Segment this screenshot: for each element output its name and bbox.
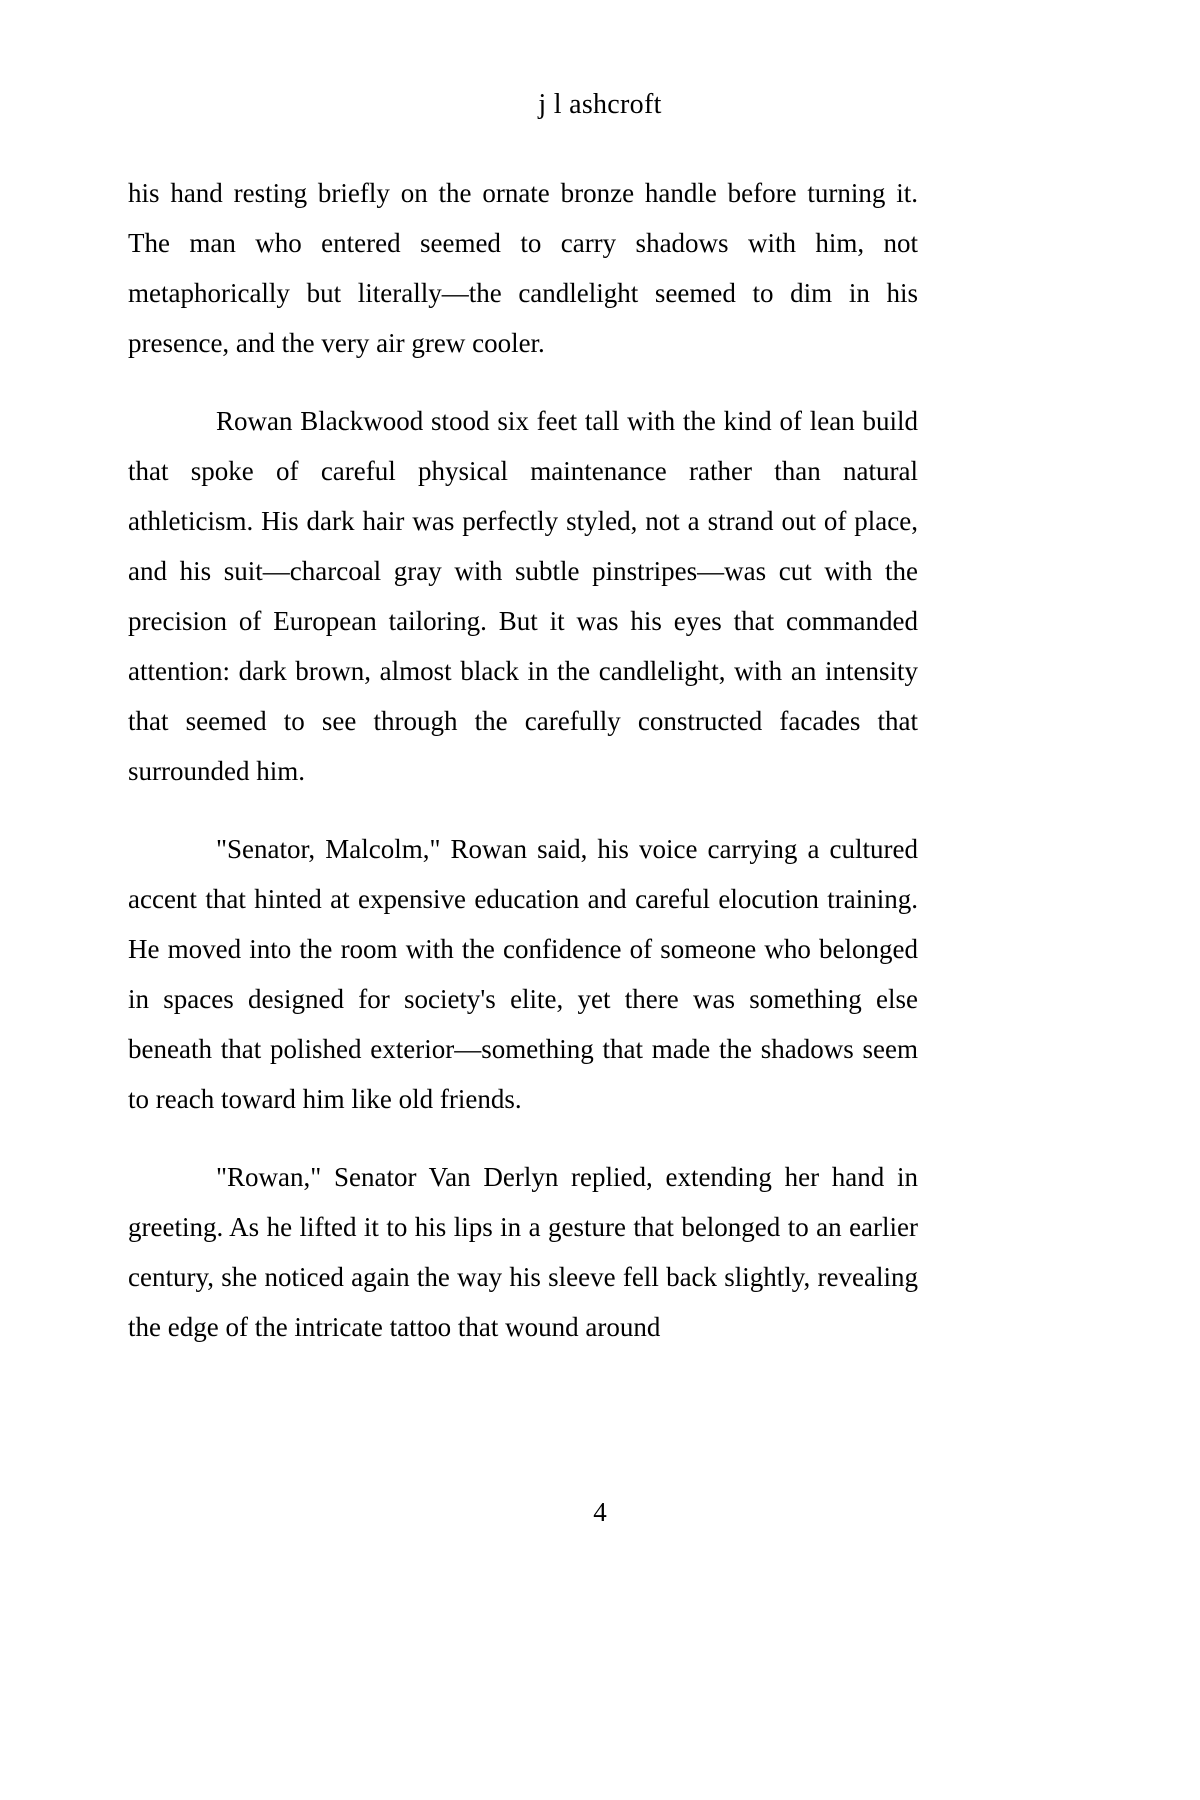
page-number: 4 (593, 1496, 607, 1527)
paragraph-1: his hand resting briefly on the ornate bronze handle before turning it. The man who entered seemed to carry shadows with him, not metaphorically but literally—the candlelight seemed to dim in his presence, and the very air grew cooler. (128, 178, 918, 358)
body-text-block (128, 168, 918, 1352)
paragraph-4: "Rowan," Senator Van Derlyn replied, extending her hand in greeting. As he lifted it to his lips in a gesture that belonged to an earlier century, she noticed again the way his sleeve fell back slightly, revealing the edge of the intricate tattoo that wound around (128, 1162, 918, 1342)
paragraph-2: Rowan Blackwood stood six feet tall with the kind of lean build that spoke of careful physical maintenance rather than natural athleticism. His dark hair was perfectly styled, not a strand out of place, and his suit—charcoal gray with subtle pinstripes—was cut with the precision of European tailoring. But it was his eyes that commanded attention: dark brown, almost black in the candlelight, with an intensity that seemed to see through the carefully constructed facades that surrounded him. (128, 406, 918, 786)
running-head: j l ashcroft (538, 89, 662, 120)
paragraph-3: "Senator, Malcolm," Rowan said, his voice carrying a cultured accent that hinted at expensive education and careful elocution training. He moved into the room with the confidence of someone who belonged in spaces designed for society's elite, yet there was something else beneath that polished exterior—something that made the shadows seem to reach toward him like old friends. (128, 834, 918, 1114)
